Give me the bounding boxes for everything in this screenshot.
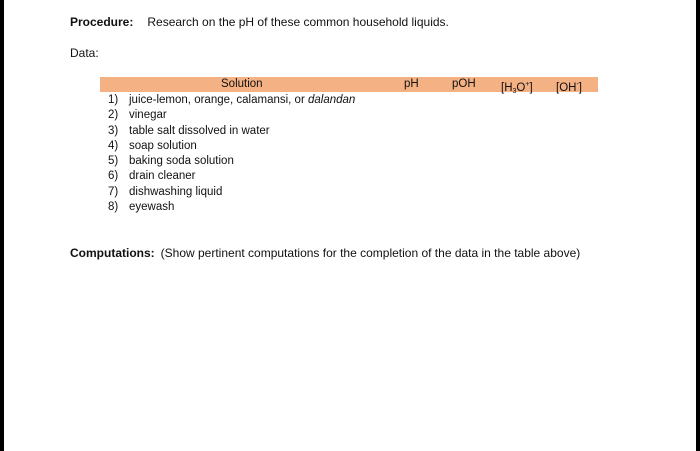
computations-line [70, 246, 580, 260]
item-number: 5) [108, 155, 119, 168]
list-item [108, 154, 355, 169]
procedure-label: Procedure: [70, 15, 134, 29]
table-header [100, 77, 598, 95]
item-number: 1) [108, 94, 119, 106]
item-text: dishwashing liquid [129, 185, 223, 198]
list-item [108, 200, 355, 215]
header-oh-sup: - [576, 81, 579, 88]
procedure-line [70, 15, 449, 29]
right-border [696, 0, 700, 451]
header-poh: pOH [452, 78, 476, 90]
solution-list [108, 93, 355, 215]
item-number: 7) [108, 185, 119, 198]
header-h3o-sup: + [525, 81, 530, 88]
item-text: vinegar [129, 109, 167, 122]
procedure-text: Research on the pH of these common household liquids. [147, 15, 449, 29]
data-label: Data: [70, 46, 99, 60]
header-solution: Solution [221, 78, 263, 90]
header-h3o-open: [H [501, 82, 513, 94]
item-text: soap solution [129, 139, 197, 152]
list-item [108, 93, 355, 108]
header-h3o [501, 77, 533, 99]
item-number: 6) [108, 170, 119, 183]
header-h3o-close: ] [529, 82, 533, 94]
header-h3o-sub: 3 [512, 88, 517, 95]
list-item [108, 124, 355, 139]
item-text: baking soda solution [129, 155, 234, 168]
item-text: drain cleaner [129, 170, 196, 183]
header-oh-close: ] [578, 82, 582, 94]
item-number: 3) [108, 124, 119, 137]
list-item [108, 139, 355, 154]
item-number: 4) [108, 139, 119, 152]
list-item [108, 185, 355, 200]
item-text: juice-lemon, orange, calamansi, or [129, 94, 308, 106]
header-oh [556, 77, 582, 96]
computations-text: (Show pertinent computations for the completion of the data in the table above) [160, 246, 581, 260]
header-h3o-o: O [516, 82, 526, 94]
item-text: eyewash [129, 201, 175, 214]
list-item [108, 108, 355, 123]
left-border [0, 0, 4, 451]
item-number: 2) [108, 109, 119, 122]
header-oh-open: [OH [556, 82, 577, 94]
item-italic: dalandan [307, 94, 356, 106]
computations-label: Computations: [70, 246, 155, 260]
header-ph: pH [404, 78, 419, 90]
item-number: 8) [108, 201, 119, 214]
list-item [108, 169, 355, 184]
item-text: table salt dissolved in water [129, 124, 270, 137]
